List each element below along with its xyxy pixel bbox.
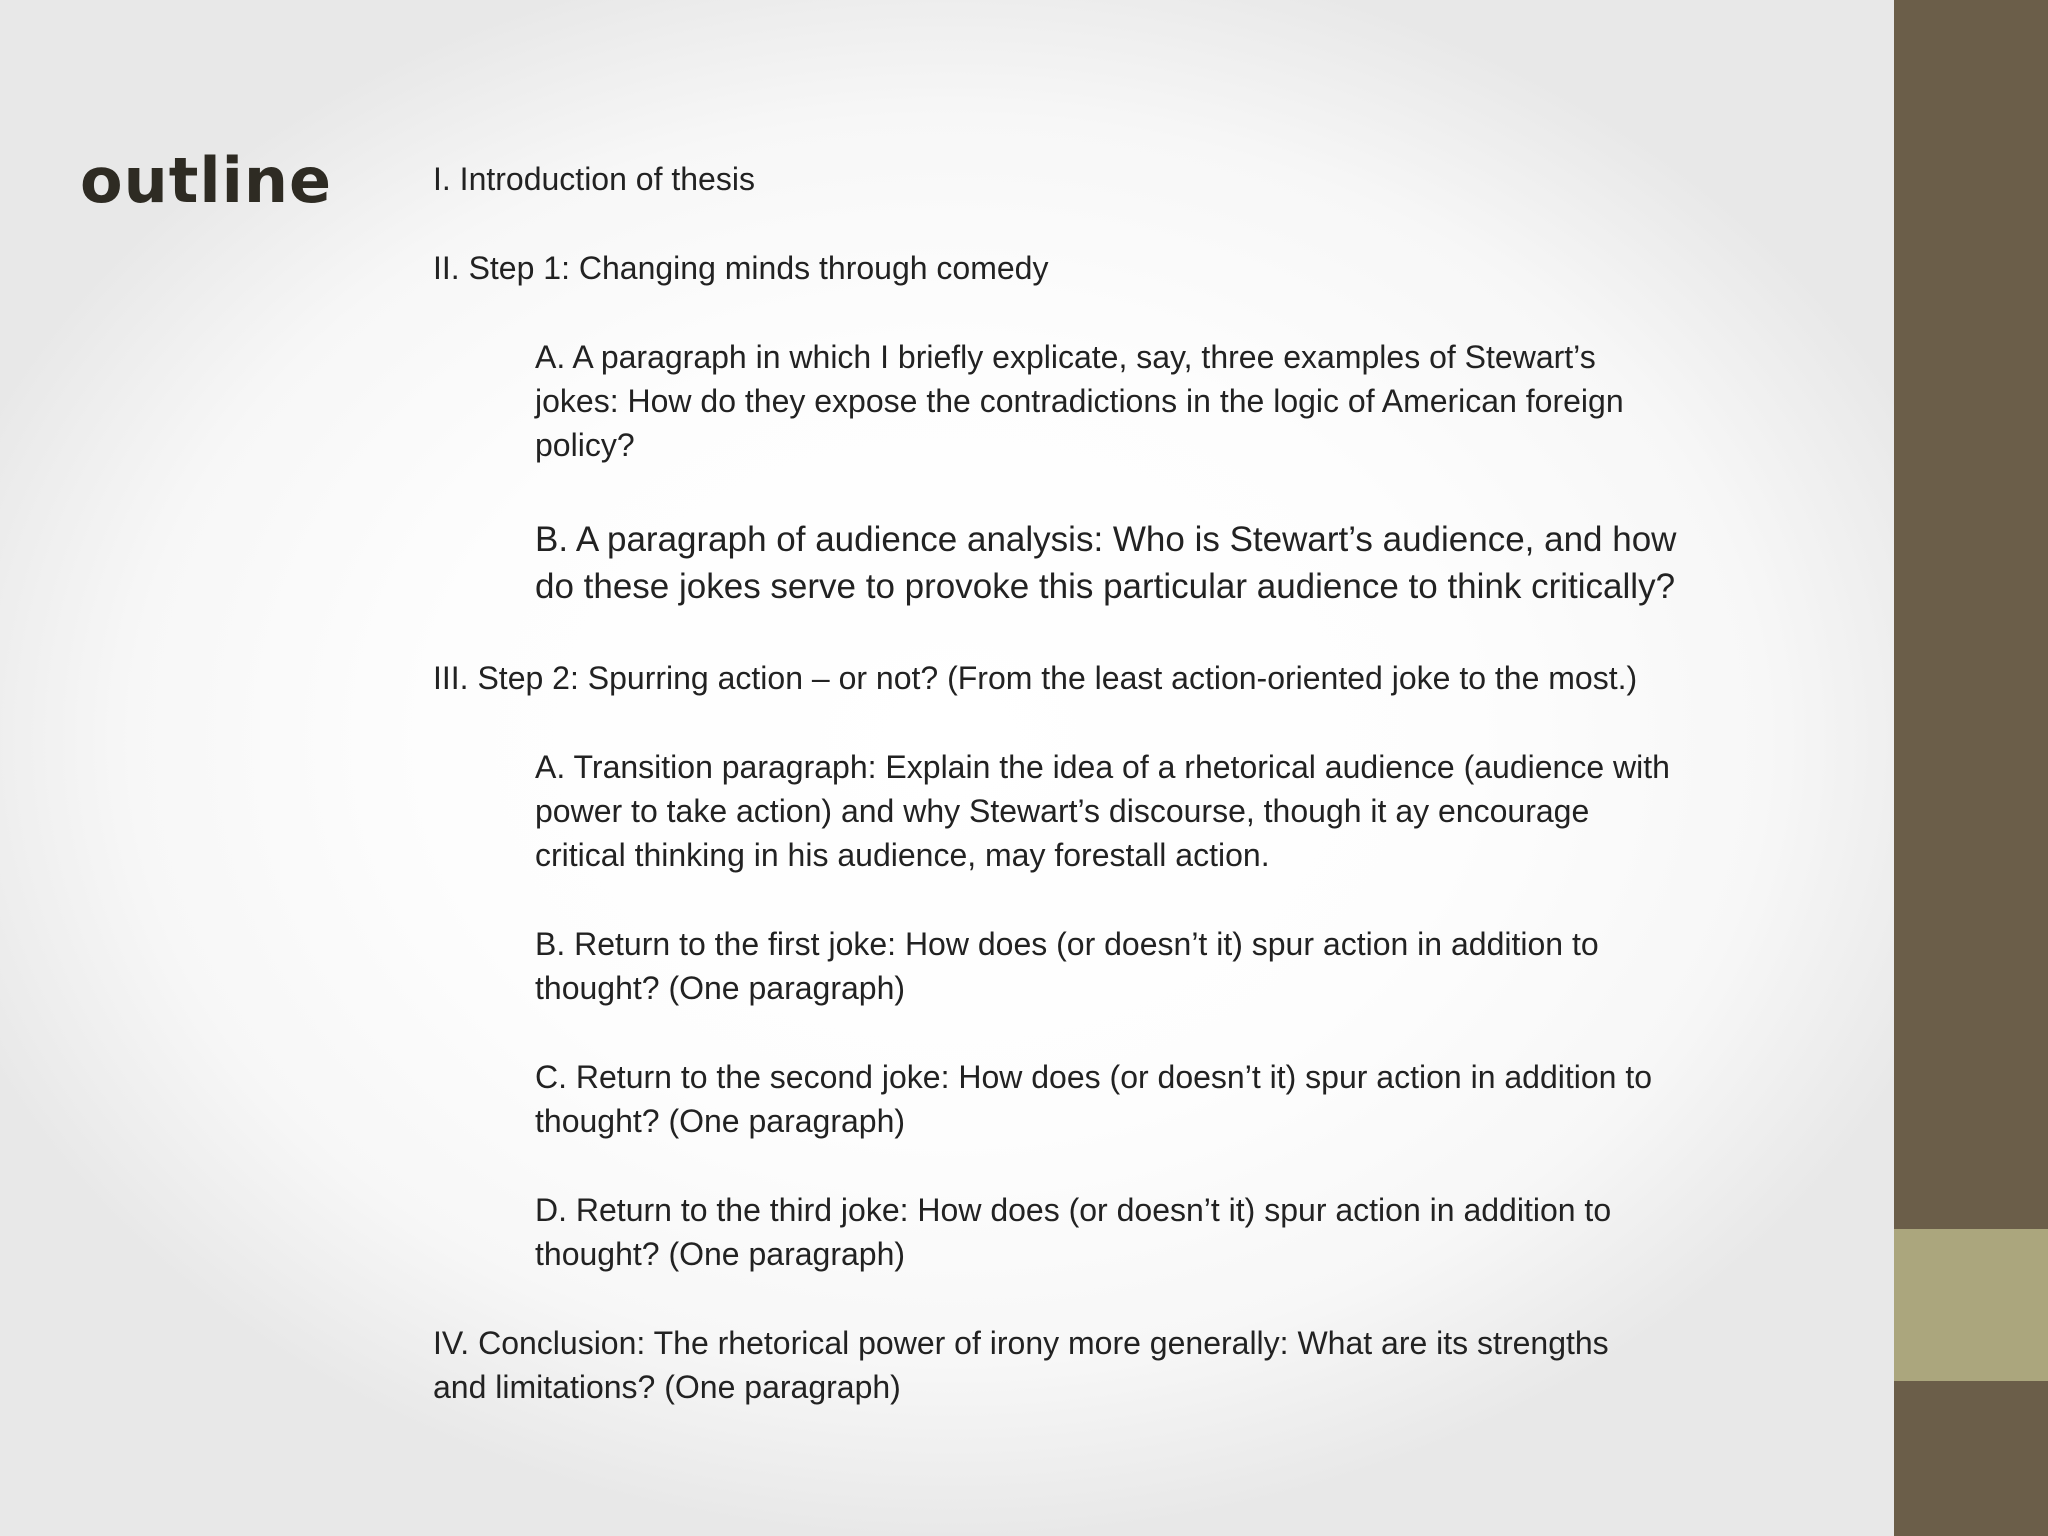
sidebar-accent-band <box>1894 1229 2048 1381</box>
outline-subitem-step2-b-line-2: thought? (One paragraph) <box>535 970 906 1006</box>
outline-subitem-step2-c-line-1: C. Return to the second joke: How does (or doesn’t it) spur action in addition to <box>535 1059 1653 1095</box>
outline-subitem-step2-a-line-1: A. Transition paragraph: Explain the idea of a rhetorical audience (audience with <box>535 749 1670 785</box>
outline-item-step1-line-1: II. Step 1: Changing minds through comedy <box>433 250 1049 286</box>
outline-subitem-step1-a-line-1: A. A paragraph in which I briefly explicate, say, three examples of Stewart’s <box>535 339 1596 375</box>
outline-item-conclusion-line-2: and limitations? (One paragraph) <box>433 1369 901 1405</box>
outline-subitem-step1-a-line-3: policy? <box>535 427 635 463</box>
slide-title: outline <box>80 144 333 217</box>
outline-subitem-step1-a-line-2: jokes: How do they expose the contradictions in the logic of American foreign <box>535 383 1624 419</box>
outline-subitem-step2-a-line-2: power to take action) and why Stewart’s discourse, though it ay encourage <box>535 793 1590 829</box>
decorative-sidebar <box>1894 0 2048 1536</box>
outline-subitem-step2-d-line-2: thought? (One paragraph) <box>535 1236 906 1272</box>
outline-item-intro-line-1: I. Introduction of thesis <box>433 161 755 197</box>
outline-subitem-step1-b-line-2: do these jokes serve to provoke this particular audience to think critically? <box>535 567 1676 606</box>
outline-subitem-step2-a-line-3: critical thinking in his audience, may forestall action. <box>535 837 1270 873</box>
outline-subitem-step2-b-line-1: B. Return to the first joke: How does (or doesn’t it) spur action in addition to <box>535 926 1599 962</box>
outline-item-conclusion-line-1: IV. Conclusion: The rhetorical power of irony more generally: What are its strengths <box>433 1325 1609 1361</box>
outline-subitem-step1-b-line-1: B. A paragraph of audience analysis: Who is Stewart’s audience, and how <box>535 520 1677 559</box>
outline-subitem-step2-d-line-1: D. Return to the third joke: How does (or doesn’t it) spur action in addition to <box>535 1192 1612 1228</box>
outline-item-step2-line-1: III. Step 2: Spurring action – or not? (From the least action-oriented joke to the most.) <box>433 660 1638 696</box>
outline-subitem-step2-c-line-2: thought? (One paragraph) <box>535 1103 906 1139</box>
